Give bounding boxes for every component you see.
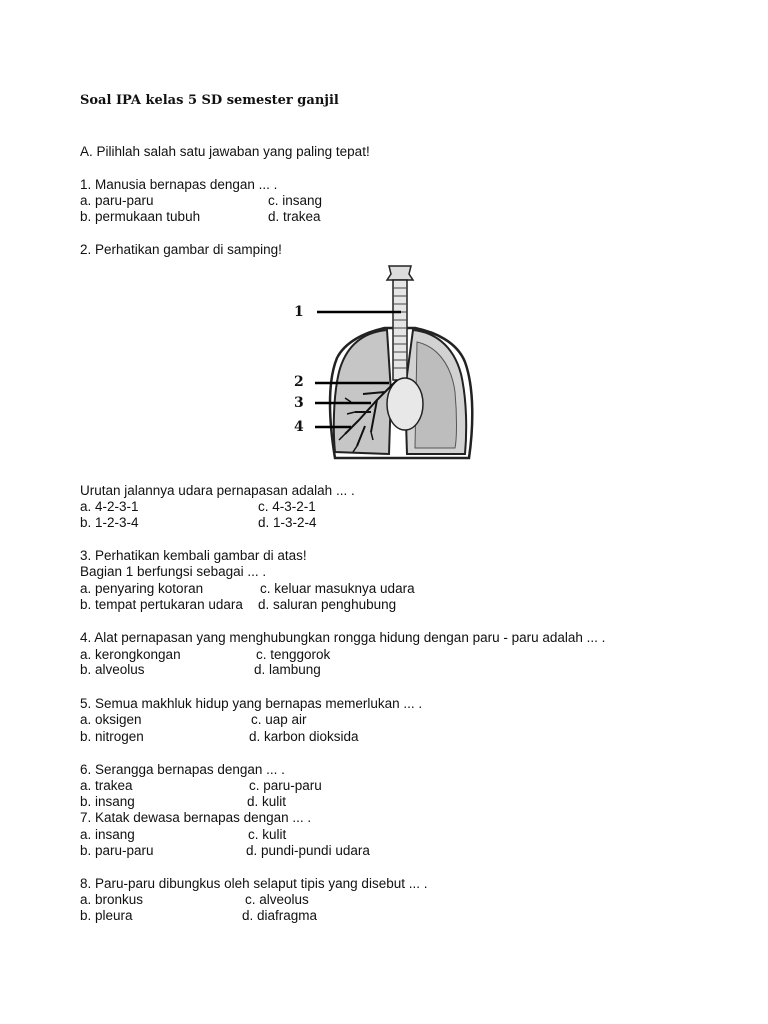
question-2-prompt: Urutan jalannya udara pernapasan adalah ... .: [80, 483, 355, 498]
question-7-text: 7. Katak dewasa bernapas dengan ... .: [80, 810, 312, 825]
question-7-option-a: a. insang: [80, 827, 135, 842]
question-5-option-b: b. nitrogen: [80, 729, 144, 744]
question-2-option-a: a. 4-2-3-1: [80, 499, 139, 514]
question-5-option-c: c. uap air: [251, 712, 307, 727]
question-7-option-b: b. paru-paru: [80, 843, 154, 858]
figure-label-3: 3: [294, 395, 304, 411]
question-6-option-d: d. kulit: [247, 794, 287, 809]
question-5-text: 5. Semua makhluk hidup yang bernapas memerlukan ... .: [80, 696, 423, 711]
question-5-option-a: a. oksigen: [80, 712, 142, 727]
question-8-option-b: b. pleura: [80, 908, 133, 923]
question-1-text: 1. Manusia bernapas dengan ... .: [80, 177, 278, 192]
question-1-option-d: d. trakea: [268, 209, 321, 224]
question-4-option-c: c. tenggorok: [256, 647, 331, 662]
question-3-option-a: a. penyaring kotoran: [80, 581, 204, 596]
question-8-option-c: c. alveolus: [245, 892, 309, 907]
question-3-option-d: d. saluran penghubung: [258, 597, 397, 612]
section-a-instruction: A. Pilihlah salah satu jawaban yang paling tepat!: [80, 144, 370, 159]
question-2-option-d: d. 1-3-2-4: [258, 515, 317, 530]
question-4-text: 4. Alat pernapasan yang menghubungkan rongga hidung dengan paru - paru adalah ... .: [80, 630, 606, 645]
question-8-option-d: d. diafragma: [242, 908, 318, 923]
question-7-option-c: c. kulit: [248, 827, 287, 842]
figure-label-2: 2: [294, 374, 304, 390]
question-6-option-c: c. paru-paru: [249, 778, 322, 793]
respiratory-system-figure: [285, 262, 475, 466]
question-4-option-a: a. kerongkongan: [80, 647, 181, 662]
question-6-option-b: b. insang: [80, 794, 135, 809]
lungs-illustration: [315, 266, 472, 458]
question-7-option-d: d. pundi-pundi udara: [246, 843, 370, 858]
question-3-text: 3. Perhatikan kembali gambar di atas!: [80, 548, 307, 563]
question-1-option-c: c. insang: [268, 193, 323, 208]
figure-label-1: 1: [294, 304, 304, 320]
question-2-text: 2. Perhatikan gambar di samping!: [80, 242, 282, 257]
question-2-option-c: c. 4-3-2-1: [258, 499, 316, 514]
question-5-option-d: d. karbon dioksida: [249, 729, 359, 744]
figure-label-4: 4: [294, 419, 304, 435]
question-3-option-b: b. tempat pertukaran udara: [80, 597, 243, 612]
question-3-option-c: c. keluar masuknya udara: [260, 581, 415, 596]
question-4-option-b: b. alveolus: [80, 662, 145, 677]
question-3-prompt: Bagian 1 berfungsi sebagai ... .: [80, 564, 267, 579]
question-2-option-b: b. 1-2-3-4: [80, 515, 139, 530]
question-8-text: 8. Paru-paru dibungkus oleh selaput tipis yang disebut ... .: [80, 876, 428, 891]
question-8-option-a: a. bronkus: [80, 892, 144, 907]
question-4-option-d: d. lambung: [254, 662, 321, 677]
question-1-option-a: a. paru-paru: [80, 193, 154, 208]
question-6-option-a: a. trakea: [80, 778, 133, 793]
question-6-text: 6. Serangga bernapas dengan ... .: [80, 762, 285, 777]
question-1-option-b: b. permukaan tubuh: [80, 209, 201, 224]
page-title: Soal IPA kelas 5 SD semester ganjil: [80, 93, 339, 108]
